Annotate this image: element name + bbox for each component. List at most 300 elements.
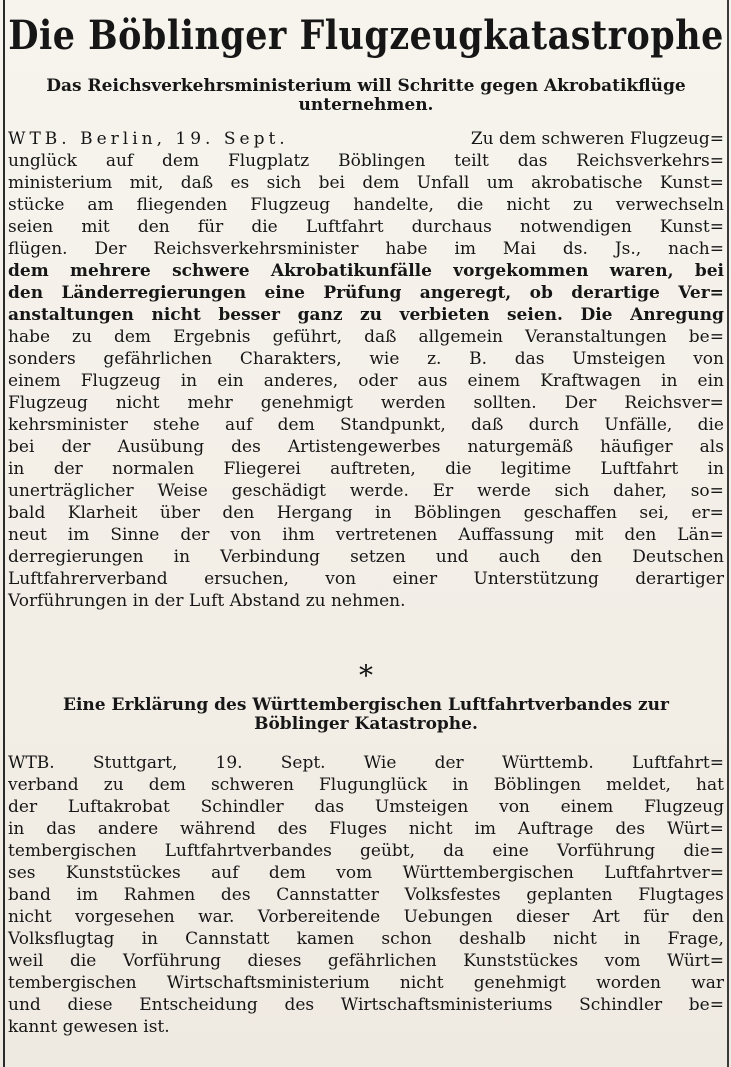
article2-line-6 <box>8 862 724 884</box>
article2-line-6-text-word: Württembergischen <box>402 863 574 883</box>
article2-line-8 <box>8 906 724 928</box>
article2-line-6-text-word: ses <box>8 863 36 883</box>
article2-line-8-text-word: vorgesehen <box>75 907 175 927</box>
article1-line-21 <box>8 568 724 590</box>
article1-line-10-text-word: Veranstaltungen <box>525 327 667 347</box>
article2-line-1-text-word: Württemb. <box>501 753 594 773</box>
article1-line-10-text-word: habe <box>8 327 51 347</box>
article1-line-21-text-word: von <box>325 569 357 589</box>
article1-line-9-text-word: verbieten <box>399 305 490 325</box>
article1-line-20-text-word: Deutschen <box>632 547 724 567</box>
article1-line-19-text-word: der <box>180 525 210 545</box>
article2-line-8-text-word: Art <box>592 907 620 927</box>
article2-line-4-text-word: in <box>8 819 25 839</box>
article1-line-4-text-word: am <box>87 195 114 215</box>
article2-line-5-text-word: Vorführung <box>557 841 656 861</box>
article1-line-6-text-word: ds. <box>562 239 588 259</box>
article2-line-3-text-word: Schindler <box>200 797 284 817</box>
article1-line-19-text-word: Sinne <box>110 525 160 545</box>
article1-line-9-text-word: Die <box>580 305 613 325</box>
article1-line-19-text-word: von <box>230 525 262 545</box>
article1-line-3-text-word: dem <box>362 173 400 193</box>
article2-line-3 <box>8 796 724 818</box>
article1-line-18-text-word: Klarheit <box>67 503 138 523</box>
article1-line-4 <box>8 194 724 216</box>
article1-line-16-text-word: legitime <box>500 459 572 479</box>
article1-line-2-text-word: das <box>517 151 548 171</box>
article1-line-3-text-word: sich <box>266 173 302 193</box>
article2-line-8-text-word: für <box>643 907 669 927</box>
article1-line-15 <box>8 436 724 458</box>
article1-line-6-text-word: Js., <box>614 239 642 259</box>
article2-line-7-text-word: im <box>76 885 99 905</box>
article1-line-21-text-word: ersuchen, <box>204 569 289 589</box>
article1-line-6 <box>8 238 724 260</box>
article1-line-16-text-word: der <box>53 459 83 479</box>
article2-line-11-text-word: genehmigt <box>473 973 566 993</box>
article2-line-7-text-word: band <box>8 885 51 905</box>
article1-line-9-text-word: nicht <box>151 305 201 325</box>
article1-line-7-text-word: mehrere <box>70 261 151 281</box>
article1-line-17 <box>8 480 724 502</box>
article2-line-3-text-word: das <box>314 797 345 817</box>
article2-line-4-text-word: des <box>615 819 646 839</box>
article1-line-12-text-word: in <box>180 371 198 391</box>
article2-line-11-text-word: Wirtschaftsministerium <box>166 973 370 993</box>
article1-line-19-text-word: mit <box>575 525 604 545</box>
article1-line-9-text-word: ganz <box>297 305 343 325</box>
article1-line-15-text-word: der <box>61 437 91 457</box>
article2-line-2-text-word: zu <box>103 775 124 795</box>
article2-line-13-text: kannt gewesen ist. <box>8 1017 170 1037</box>
article2-line-2-text-word: in <box>452 775 469 795</box>
article2-line-12-text-word: Entscheidung <box>139 995 258 1015</box>
article1-line-10-text-word: geführt, <box>272 327 343 347</box>
article2-line-4-text-word: nicht <box>408 819 453 839</box>
article2-line-12-text-word: und <box>8 995 41 1015</box>
article1-line-5-text-word: Luftfahrt <box>305 217 384 237</box>
article2-line-10-text-word: die <box>69 951 97 971</box>
article1-line-18-text-word: er= <box>691 503 724 523</box>
article2-line-5 <box>8 840 724 862</box>
article1-line-3-text-word: akrobatische <box>531 173 643 193</box>
article2-line-10-text-word: Würt= <box>667 951 724 971</box>
article1-line-11-text-word: B. <box>469 349 488 369</box>
article1-line-16-text-word: die <box>445 459 472 479</box>
article1-line-9-text-word: zu <box>360 305 383 325</box>
article1-line-8-text-word: angeregt, <box>419 283 512 303</box>
article1-line-17-text-word: so= <box>690 481 724 501</box>
article1-line-16-text-word: Fliegerei <box>223 459 301 479</box>
article1-line-20-text-word: Verbindung <box>220 547 320 567</box>
article2-line-5-text-word: Luftfahrtverbandes <box>164 841 332 861</box>
article1-line-19-text-word: im <box>67 525 90 545</box>
article2-line-4-text-word: im <box>474 819 497 839</box>
article1-line-18-text-word: geschaffen <box>523 503 617 523</box>
article2-line-5-text-word: eine <box>492 841 529 861</box>
article2-line-9-text-word: nicht <box>553 929 597 949</box>
article2-line-8-text-word: Uebungen <box>403 907 493 927</box>
article1-line-11-text-word: wie <box>369 349 400 369</box>
article1-line-4-text-word: zu <box>573 195 593 215</box>
article1-line-14-text-word: durch <box>528 415 580 435</box>
article1-line-19-text-word: den <box>624 525 657 545</box>
article1-line-15-text-word: des <box>231 437 261 457</box>
article1-line-3 <box>8 172 724 194</box>
article1-line-4-text-word: nicht <box>506 195 550 215</box>
article1-line-6-text-word: im <box>454 239 476 259</box>
article2-line-3-text-word: von <box>499 797 530 817</box>
article1-line-13-text-word: Flugzeug <box>8 393 88 413</box>
article1-line-10-text-word: dem <box>113 327 152 347</box>
article2-line-10-text-word: weil <box>8 951 44 971</box>
article2-line-10-text-word: Kunststückes <box>463 951 579 971</box>
article1-line-13-text-word: werden <box>380 393 446 413</box>
article1-line-2-text-word: auf <box>105 151 134 171</box>
article2-line-4-text-word: andere <box>97 819 159 839</box>
article1-line-3-text-word: um <box>486 173 514 193</box>
article1-line-1-text: Zu dem schweren Flugzeug= <box>470 129 724 149</box>
article1-line-18 <box>8 502 724 524</box>
article2-line-8-text-word: nicht <box>8 907 52 927</box>
article1-line-16-text-word: Luftfahrt <box>600 459 679 479</box>
article2-line-2-text-word: verband <box>8 775 79 795</box>
article2-line-9-text-word: in <box>141 929 158 949</box>
article2-line-8-text-word: den <box>692 907 724 927</box>
article1-line-18-text-word: über <box>159 503 200 523</box>
dateline: WTB. Berlin, 19. Sept. <box>8 129 289 149</box>
article1-line-17-text-word: Weise <box>157 481 208 501</box>
article2-line-4-text-word: Würt= <box>666 819 724 839</box>
article2-line-5-text-word: die= <box>683 841 724 861</box>
article2-line-4 <box>8 818 724 840</box>
article2-line-4-text-word: Fluges <box>329 819 387 839</box>
article1-line-5-text-word: Kunst= <box>659 217 724 237</box>
article1-line-10-text-word: allgemein <box>418 327 503 347</box>
article2-line-9 <box>8 928 724 950</box>
article2-line-7-text-word: des <box>220 885 251 905</box>
article1-line-14-text-word: Standpunkt, <box>339 415 446 435</box>
article1-line-3-text-word: Unfall <box>416 173 470 193</box>
article1-line-14-text-word: daß <box>470 415 504 435</box>
article2-line-1-text-word: der <box>434 753 464 773</box>
article1-line-12-text-word: ein <box>217 371 244 391</box>
article2-line-8-text-word: dieser <box>516 907 570 927</box>
article1-line-17-text-word: werde <box>477 481 531 501</box>
article2-line-1-text-word: Stuttgart, <box>92 753 178 773</box>
article1-line-9-text-word: anstaltungen <box>8 305 134 325</box>
article2-line-12-text-word: des <box>284 995 315 1015</box>
article2-line-7-text-word: Cannstatter <box>276 885 379 905</box>
article2-line-10-text-word: Vorführung <box>122 951 222 971</box>
article1-line-18-text-word: in <box>375 503 392 523</box>
article1-line-13 <box>8 392 724 414</box>
article1-line-18-text-word: Böblingen <box>413 503 502 523</box>
article1-line-20 <box>8 546 724 568</box>
article1-line-5-text-word: den <box>137 217 170 237</box>
article2-line-11-text-word: tembergischen <box>8 973 137 993</box>
article1-line-5 <box>8 216 724 238</box>
article1-line-3-text-word: daß <box>180 173 214 193</box>
article1-line-13-text-word: nicht <box>115 393 160 413</box>
article2-line-2-text-word: schweren <box>210 775 294 795</box>
article1-line-4-text-word: verwechseln <box>615 195 724 215</box>
article1-line-10-text-word: Ergebnis <box>173 327 251 347</box>
article1-line-7 <box>8 260 724 282</box>
article2-line-6-text-word: Luftfahrtver= <box>604 863 724 883</box>
article-column <box>8 0 724 1037</box>
article2-line-9-text-word: Volksflugtag <box>8 929 115 949</box>
article1-line-10-text-word: zu <box>72 327 92 347</box>
article1-line-20-text-word: setzen <box>350 547 406 567</box>
article1-line-12-text-word: einem <box>467 371 521 391</box>
article1-line-14-text-word: dem <box>277 415 315 435</box>
article1-line-6-text-word: Der <box>94 239 127 259</box>
subheadline-line-1: Das Reichsverkehrsministerium will Schritte gegen Akrobatikflüge <box>46 76 686 96</box>
article2-line-6-text-word: dem <box>268 863 306 883</box>
article1-line-7-text-word: waren, <box>609 261 674 281</box>
article2-line-5-text-word: geübt, <box>360 841 416 861</box>
article1-line-9 <box>8 304 724 326</box>
article1-line-6-text-word: Reichsverkehrsminister <box>153 239 359 259</box>
right-column-rule <box>727 0 729 1067</box>
article1-line-12-text-word: Kraftwagen <box>540 371 641 391</box>
article1-line-21-text-word: Luftfahrerverband <box>8 569 168 589</box>
article2-line-6-text-word: vom <box>336 863 373 883</box>
article1-line-2-text-word: Flugplatz <box>227 151 310 171</box>
article1-line-12-text-word: aus <box>417 371 448 391</box>
article1-line-11-text-word: von <box>693 349 724 369</box>
article2-line-2-text-word: meldet, <box>606 775 671 795</box>
article1-line-10 <box>8 326 724 348</box>
article1-line-7-text-word: dem <box>8 261 49 281</box>
article1-line-7-text-word: Akrobatikunfälle <box>270 261 432 281</box>
article1-line-14-text-word: die <box>697 415 724 435</box>
article2-line-9-text-word: schon <box>381 929 432 949</box>
article1-line-22 <box>8 590 724 612</box>
article2-line-12 <box>8 994 724 1016</box>
article2-line-2-text-word: Böblingen <box>493 775 582 795</box>
article1-line-18-text-word: den <box>222 503 255 523</box>
article2-line-1-text-word: Sept. <box>280 753 326 773</box>
article1-line-16-text-word: normalen <box>112 459 195 479</box>
article2-line-8-text-word: Vorbereitende <box>257 907 381 927</box>
article1-line-16 <box>8 458 724 480</box>
article2-line-7-text-word: Flugtages <box>638 885 724 905</box>
article2-line-4-text-word: Auftrage <box>517 819 594 839</box>
article2-line-10-text-word: dieses <box>247 951 302 971</box>
article1-line-4-text-word: stücke <box>8 195 65 215</box>
article1-line-2-text-word: teilt <box>454 151 489 171</box>
article1-line-11-text-word: Umsteigen <box>572 349 666 369</box>
article2-line-2 <box>8 774 724 796</box>
article2-line-11-text-word: war <box>691 973 724 993</box>
article2-line-3-text-word: einem <box>560 797 614 817</box>
article2-line-11 <box>8 972 724 994</box>
article1-line-4-text-word: die <box>456 195 484 215</box>
article1-line-19-text-word: Län= <box>677 525 724 545</box>
article2-line-3-text-word: der <box>8 797 38 817</box>
article1-line-19 <box>8 524 724 546</box>
article2-line-3-text-word: Luftakrobat <box>67 797 170 817</box>
article2-line-12-text-word: be= <box>688 995 724 1015</box>
article2-body <box>8 752 724 1038</box>
article1-line-20-text-word: auch <box>498 547 541 567</box>
article1-line-19-text-word: vertretenen <box>335 525 438 545</box>
article1-line-22-text: Vorführungen in der Luft Abstand zu nehmen. <box>8 591 406 611</box>
article1-line-9-text-word: Anregung <box>630 305 724 325</box>
article1-line-17-text-word: Er <box>432 481 454 501</box>
article1-line-5-text-word: durchaus <box>411 217 492 237</box>
article2-line-12-text-word: diese <box>67 995 113 1015</box>
article2-line-4-text-word: das <box>46 819 77 839</box>
article2-line-11-text-word: worden <box>596 973 661 993</box>
article1-line-3-text-word: bei <box>318 173 345 193</box>
article1-line-14 <box>8 414 724 436</box>
article1-line-19-text-word: Auffassung <box>458 525 555 545</box>
article1-line-3-text-word: Kunst= <box>659 173 724 193</box>
article1-line-8-text-word: derartige <box>571 283 660 303</box>
article2-line-1-text-word: 19. <box>215 753 243 773</box>
article1-line-17-text-word: unerträglicher <box>8 481 134 501</box>
article1-line-4-text-word: handelte, <box>353 195 434 215</box>
article1-line-14-text-word: kehrsminister <box>8 415 128 435</box>
article1-line-1 <box>8 128 724 150</box>
article1-line-9-text-word: seien. <box>506 305 563 325</box>
article2-line-11-text-word: nicht <box>399 973 444 993</box>
article1-line-13-text-word: sollten. <box>473 393 537 413</box>
article1-line-6-text-word: flügen. <box>8 239 68 259</box>
article2-line-10-text-word: gefährlichen <box>327 951 437 971</box>
article1-line-8-text-word: ob <box>529 283 553 303</box>
article2-line-12-text-word: Schindler <box>579 995 663 1015</box>
article1-line-11-text-word: Charakters, <box>239 349 342 369</box>
article1-line-2 <box>8 150 724 172</box>
article2-line-2-text-word: hat <box>696 775 724 795</box>
article2-line-2-text-word: dem <box>148 775 186 795</box>
article1-line-11-text-word: gefährlichen <box>103 349 213 369</box>
article1-line-3-text-word: ministerium <box>8 173 113 193</box>
article1-line-15-text-word: häufiger <box>600 437 673 457</box>
article1-line-7-text-word: vorgekommen <box>453 261 589 281</box>
article2-line-12-text-word: Wirtschaftsministeriums <box>340 995 553 1015</box>
article1-line-11-text-word: z. <box>427 349 442 369</box>
article1-line-3-text-word: mit, <box>129 173 164 193</box>
article1-line-18-text-word: Hergang <box>276 503 353 523</box>
article1-line-19-text-word: ihm <box>282 525 315 545</box>
article2-line-1-text-word: Luftfahrt= <box>632 753 724 773</box>
article2-line-9-text-word: Cannstatt <box>185 929 270 949</box>
article1-line-20-text-word: den <box>570 547 603 567</box>
article1-line-21-text-word: Unterstützung <box>473 569 599 589</box>
article1-subheadline <box>8 77 724 115</box>
article1-line-18-text-word: sei, <box>639 503 670 523</box>
article1-line-12-text-word: oder <box>358 371 398 391</box>
article1-line-7-text-word: schwere <box>172 261 250 281</box>
article1-line-15-text-word: naturgemäß <box>467 437 574 457</box>
article2-line-7 <box>8 884 724 906</box>
article1-line-19-text-word: neut <box>8 525 47 545</box>
article1-line-5-text-word: mit <box>81 217 110 237</box>
article2-line-1-text-word: WTB. <box>8 753 55 773</box>
article2-line-4-text-word: während <box>180 819 256 839</box>
article1-line-15-text-word: Artistengewerbes <box>287 437 441 457</box>
article1-line-4-text-word: fliegenden <box>136 195 228 215</box>
article2-line-7-text-word: geplanten <box>526 885 613 905</box>
article2-line-3-text-word: Flugzeug <box>644 797 724 817</box>
article1-line-14-text-word: auf <box>225 415 253 435</box>
article1-line-16-text-word: in <box>8 459 25 479</box>
article1-line-8-text-word: Prüfung <box>323 283 402 303</box>
article1-line-2-text-word: dem <box>162 151 200 171</box>
article1-line-20-text-word: derregierungen <box>8 547 144 567</box>
article1-line-21-text-word: derartiger <box>635 569 724 589</box>
article1-line-7-text-word: bei <box>694 261 724 281</box>
article1-line-20-text-word: in <box>173 547 191 567</box>
separator-star: * <box>359 659 373 692</box>
article2-line-7-text-word: Volksfestes <box>404 885 501 905</box>
article1-line-17-text-word: sich <box>554 481 590 501</box>
article1-line-2-text-word: unglück <box>8 151 77 171</box>
article1-line-8-text-word: eine <box>264 283 305 303</box>
article1-line-2-text-word: Reichsverkehrs= <box>576 151 724 171</box>
article1-line-12-text-word: einem <box>8 371 61 391</box>
article1-line-12 <box>8 370 724 392</box>
article2-line-9-text-word: in <box>623 929 641 949</box>
article1-line-11-text-word: das <box>514 349 545 369</box>
article1-line-15-text-word: Ausübung <box>117 437 205 457</box>
article2-title-line-2: Böblinger Katastrophe. <box>254 714 478 734</box>
article1-line-16-text-word: auftreten, <box>330 459 416 479</box>
article1-line-12-text-word: Flugzeug <box>80 371 161 391</box>
article1-line-2-text-word: Böblingen <box>338 151 426 171</box>
article1-line-8-text-word: den <box>8 283 44 303</box>
article2-line-5-text-word: da <box>443 841 465 861</box>
article1-line-16-text-word: in <box>707 459 724 479</box>
article2-line-10 <box>8 950 724 972</box>
article1-line-9-text-word: besser <box>218 305 281 325</box>
article1-line-13-text-word: Der <box>564 393 597 413</box>
article1-line-3-text-word: es <box>230 173 250 193</box>
article1-line-12-text-word: anderes, <box>263 371 339 391</box>
article2-line-1-text-word: Wie <box>363 753 397 773</box>
article1-line-4-text-word: Flugzeug <box>250 195 331 215</box>
article2-title <box>8 696 724 734</box>
article2-line-2-text-word: Flugunglück <box>319 775 428 795</box>
article1-line-17-text-word: werde. <box>349 481 409 501</box>
article1-line-6-text-word: Mai <box>502 239 536 259</box>
article1-line-8-text-word: Ver= <box>678 283 724 303</box>
article1-line-17-text-word: daher, <box>613 481 667 501</box>
article2-line-1 <box>8 752 724 774</box>
left-column-rule <box>3 0 5 1067</box>
article1-line-12-text-word: in <box>661 371 678 391</box>
article1-line-15-text-word: als <box>699 437 724 457</box>
article1-line-8 <box>8 282 724 304</box>
article1-line-5-text-word: seien <box>8 217 54 237</box>
headline: Die Böblinger Flugzeugkatastrophe <box>8 12 724 59</box>
article1-line-10-text-word: be= <box>688 327 724 347</box>
article2-line-9-text-word: deshalb <box>458 929 526 949</box>
article1-line-11-text-word: sonders <box>8 349 76 369</box>
article1-line-6-text-word: nach= <box>668 239 724 259</box>
article1-line-14-text-word: Unfälle, <box>604 415 673 435</box>
article1-line-10-text-word: daß <box>364 327 397 347</box>
article2-line-8-text-word: war. <box>198 907 235 927</box>
article2-line-6-text-word: auf <box>211 863 239 883</box>
article2-line-6-text-word: Kunststückes <box>65 863 181 883</box>
article2-line-10-text-word: vom <box>604 951 641 971</box>
